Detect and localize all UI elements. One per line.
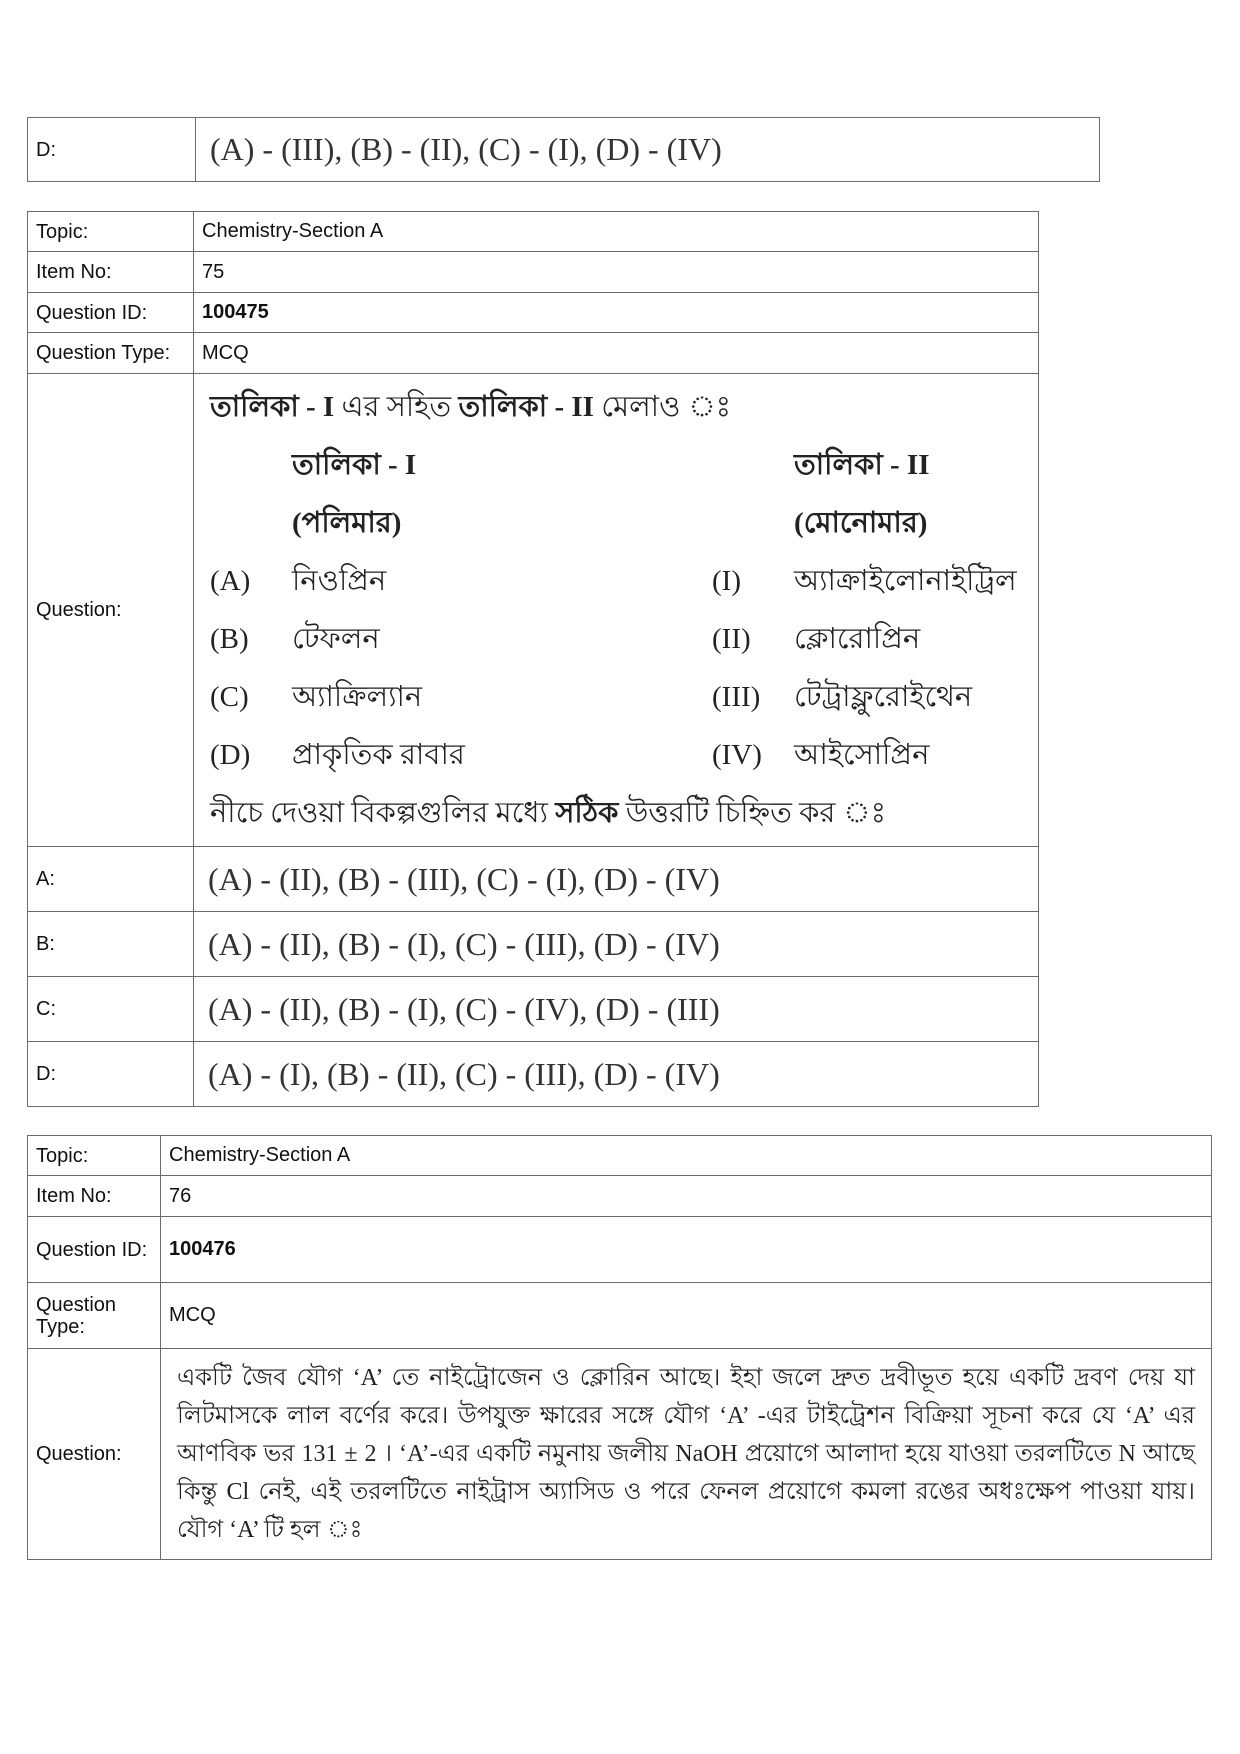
question-id-label: Question ID:: [28, 293, 194, 333]
option-d-text: (A) - (III), (B) - (II), (C) - (I), (D) - (IV): [196, 118, 1100, 182]
prev-item-table: [27, 117, 1100, 182]
option-b-label: B:: [28, 912, 194, 977]
option-d-text: (A) - (I), (B) - (II), (C) - (III), (D) - (IV): [194, 1042, 1039, 1107]
list-2-subtitle: (মোনোমার): [794, 507, 928, 539]
item-no-value: 76: [161, 1176, 1212, 1217]
item-76-table: [27, 1135, 1212, 1560]
topic-label: Topic:: [28, 212, 194, 252]
item-no-label: Item No:: [28, 1176, 161, 1217]
question-type-label: Question Type:: [28, 1283, 161, 1349]
item-no-label: Item No:: [28, 252, 194, 293]
option-a-label: A:: [28, 847, 194, 912]
list-subtitles: [210, 494, 1024, 552]
option-b-text: (A) - (II), (B) - (I), (C) - (III), (D) - (IV): [194, 912, 1039, 977]
topic-value: Chemistry-Section A: [194, 212, 1039, 252]
question-body: একটি জৈব যৌগ ‘A’ তে নাইট্রোজেন ও ক্লোরিন আছে। ইহা জলে দ্রুত দ্রবীভূত হয়ে একটি দ্রবণ দেয় যা লিটমাসকে লাল বর্ণের করে। উপযুক্ত ক্ষারের সঙ্গে যৌগ ‘A’ -এর টাইট্রেশন বিক্রিয়া সূচনা করে যে ‘A’ এর আণবিক ভর 131 ± 2 । ‘A’-এর একটি নমুনায় জলীয় NaOH প্রয়োগে আলাদা হয়ে যাওয়া তরলটিতে N আছে কিন্তু Cl নেই, এই তরলটিতে নাইট্রাস অ্যাসিড ও পরে ফেনল প্রয়োগে কমলা রঙের অধঃক্ষেপ পাওয়া যায়। যৌগ ‘A’ টি হল ঃ: [161, 1349, 1212, 1560]
item-75-table: [27, 211, 1039, 1107]
match-row: (B) টেফলন (II) ক্লোরোপ্রিন: [210, 623, 921, 655]
match-row: (D) প্রাকৃতিক রাবার (IV) আইসোপ্রিন: [210, 739, 930, 771]
question-label: Question:: [28, 374, 194, 847]
question-id-value: 100475: [194, 293, 1039, 333]
option-c-label: C:: [28, 977, 194, 1042]
question-closing: নীচে দেওয়া বিকল্পগুলির মধ্যে সঠিক উত্তরটি চিহ্নিত কর ঃ: [210, 797, 887, 829]
list-titles: [210, 436, 1024, 494]
question-body: [194, 374, 1039, 847]
topic-label: Topic:: [28, 1136, 161, 1176]
question-label: Question:: [28, 1349, 161, 1560]
match-row: (C) অ্যাক্রিল্যান (III) টেট্রাফ্লুরোইথেন: [210, 681, 973, 713]
question-type-value: MCQ: [194, 333, 1039, 374]
option-d-label: D:: [28, 1042, 194, 1107]
item-no-value: 75: [194, 252, 1039, 293]
option-a-text: (A) - (II), (B) - (III), (C) - (I), (D) - (IV): [194, 847, 1039, 912]
option-d-label: D:: [28, 118, 196, 182]
list-1-subtitle: (পলিমার): [292, 507, 402, 539]
question-type-label: Question Type:: [28, 333, 194, 374]
question-intro: তালিকা - I এর সহিত তালিকা - II মেলাও ঃ: [210, 391, 732, 423]
topic-value: Chemistry-Section A: [161, 1136, 1212, 1176]
question-id-label: Question ID:: [28, 1217, 161, 1283]
question-type-value: MCQ: [161, 1283, 1212, 1349]
list-1-title: তালিকা - I: [292, 449, 417, 481]
question-id-value: 100476: [161, 1217, 1212, 1283]
match-row: (A) নিওপ্রিন (I) অ্যাক্রাইলোনাইট্রিল: [210, 565, 1017, 597]
list-2-title: তালিকা - II: [794, 449, 930, 481]
option-c-text: (A) - (II), (B) - (I), (C) - (IV), (D) - (III): [194, 977, 1039, 1042]
